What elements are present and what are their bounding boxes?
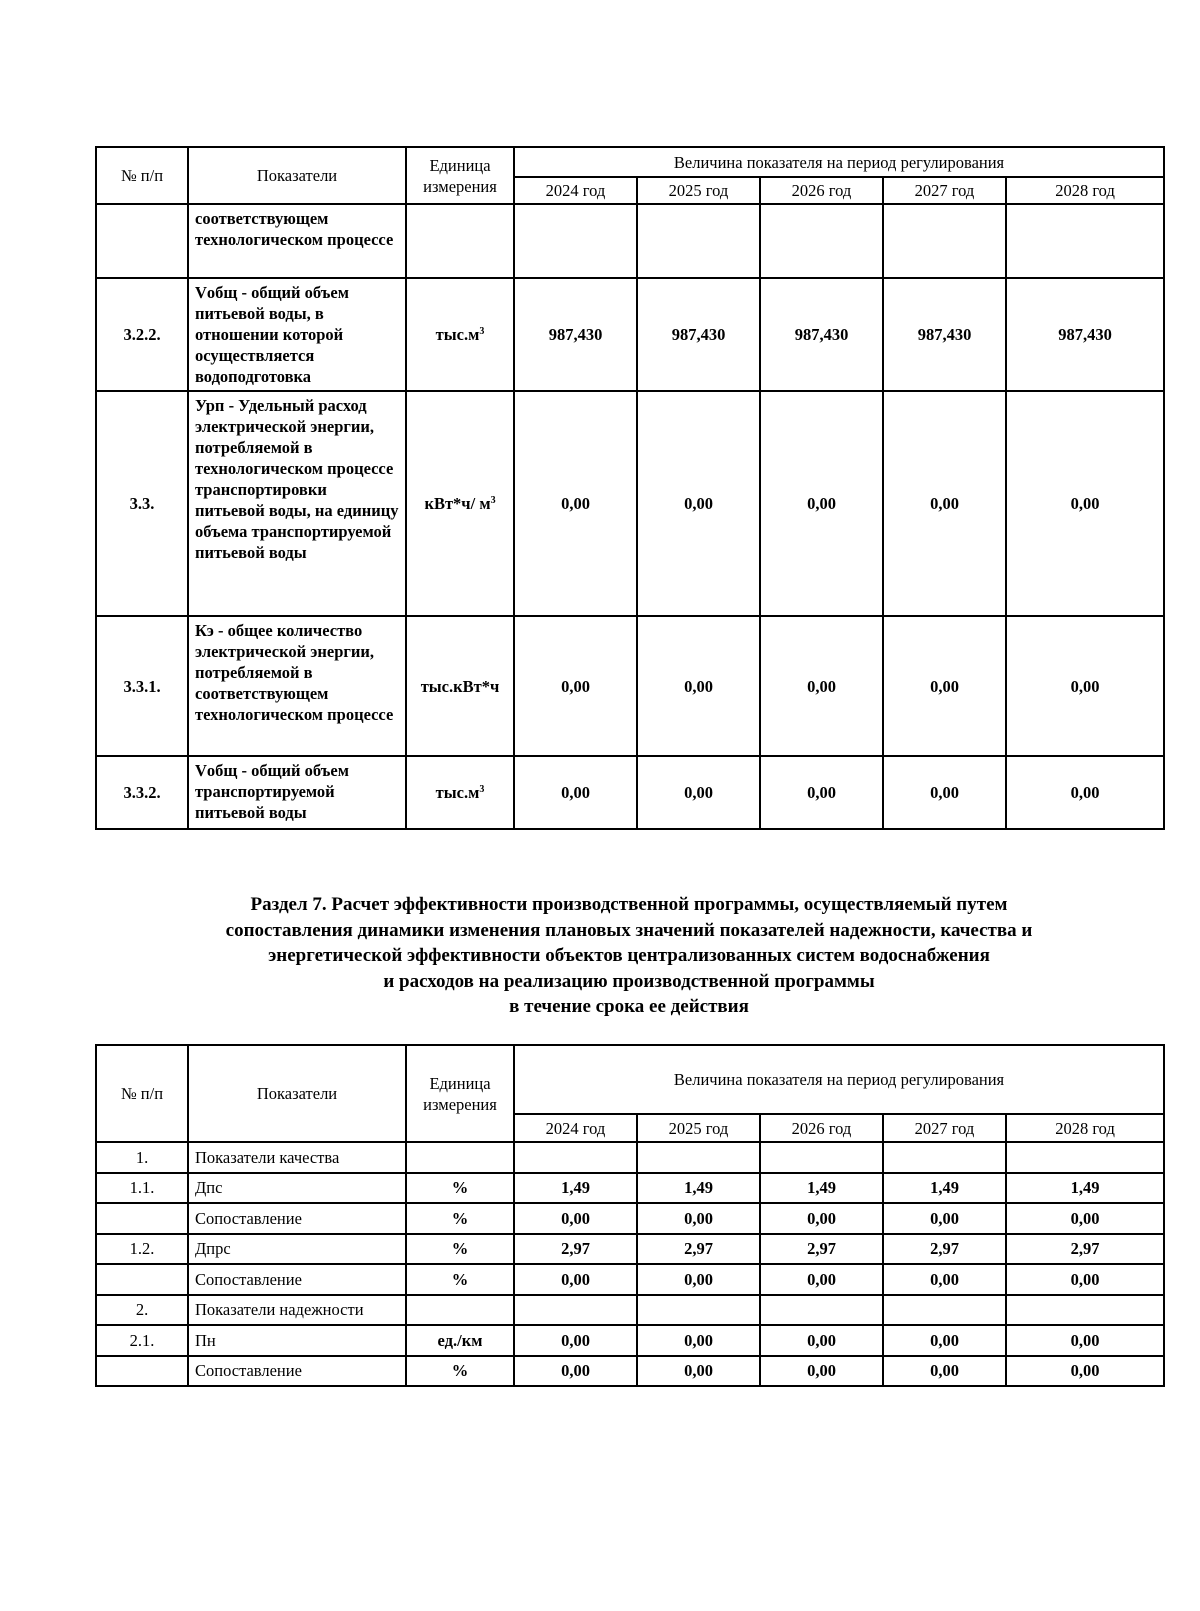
value-2026: 0,00 [760, 391, 883, 616]
value-2027: 0,00 [883, 1264, 1006, 1295]
value-2027 [883, 1295, 1006, 1326]
heading-line: энергетической эффективности объектов централизованных систем водоснабжения [268, 945, 990, 966]
value-2024: 2,97 [514, 1234, 637, 1265]
value-2024: 0,00 [514, 616, 637, 756]
value-2027 [883, 1142, 1006, 1173]
row-num [96, 204, 188, 278]
table-row [96, 616, 1164, 756]
header-year-2025: 2025 год [637, 1114, 760, 1142]
indicators-table-continued [95, 146, 1165, 830]
section-7-heading [95, 892, 1163, 1020]
table-row [96, 1142, 1164, 1173]
row-indicator: Сопоставление [188, 1356, 406, 1387]
value-2024: 987,430 [514, 278, 637, 391]
value-2028: 0,00 [1006, 616, 1164, 756]
header-indicator: Показатели [188, 1045, 406, 1142]
table-row [96, 1173, 1164, 1204]
value-2027: 0,00 [883, 756, 1006, 829]
row-unit: $тыс.м^3$ [406, 756, 514, 829]
value-2025: 987,430 [637, 278, 760, 391]
row-unit: % [406, 1203, 514, 1234]
header-year-2024: 2024 год [514, 177, 637, 204]
row-indicator: Урп - Удельный расход электрической энергии, потребляемой в технологическом процессе транспортировки питьевой воды, на единицу объема транспортируемой питьевой воды [188, 391, 406, 616]
header-indicator: Показатели [188, 147, 406, 204]
value-2027: 987,430 [883, 278, 1006, 391]
value-2025: 0,00 [637, 1325, 760, 1356]
value-2025: 0,00 [637, 391, 760, 616]
value-2024 [514, 1295, 637, 1326]
table-row [96, 278, 1164, 391]
value-2026: 0,00 [760, 1325, 883, 1356]
value-2025: 0,00 [637, 1264, 760, 1295]
value-2027: 1,49 [883, 1173, 1006, 1204]
table-row [96, 1203, 1164, 1234]
value-2025: 2,97 [637, 1234, 760, 1265]
heading-line: Раздел 7. Расчет эффективности производственной программы, осуществляемый путем [250, 894, 1008, 915]
value-2026: 0,00 [760, 1264, 883, 1295]
value-2027: 0,00 [883, 391, 1006, 616]
row-unit: кВт*ч/ $м^3$ [406, 391, 514, 616]
value-2025 [637, 1295, 760, 1326]
header-unit: Единица измерения [406, 147, 514, 204]
table-row [96, 1356, 1164, 1387]
value-2025: 0,00 [637, 616, 760, 756]
value-2024: 0,00 [514, 1356, 637, 1387]
value-2026: 1,49 [760, 1173, 883, 1204]
table-row [96, 756, 1164, 829]
value-2028: 0,00 [1006, 1264, 1164, 1295]
heading-line: сопоставления динамики изменения плановых значений показателей надежности, качества и [225, 919, 1033, 941]
value-2028 [1006, 204, 1164, 278]
row-unit: тыс.кВт*ч [406, 616, 514, 756]
row-unit: $тыс.м^3$ [406, 278, 514, 391]
heading-line: в течение срока ее действия [509, 996, 749, 1017]
value-2025: 0,00 [637, 1203, 760, 1234]
row-unit: % [406, 1356, 514, 1387]
header-unit: Единица измерения [406, 1045, 514, 1142]
value-2025: 0,00 [637, 1356, 760, 1387]
value-2028: 2,97 [1006, 1234, 1164, 1265]
row-unit: ед./км [406, 1325, 514, 1356]
value-2028: 987,430 [1006, 278, 1164, 391]
row-indicator: Дпс [188, 1173, 406, 1204]
row-num: 3.2.2. [96, 278, 188, 391]
value-2026: 0,00 [760, 616, 883, 756]
header-year-2028: 2028 год [1006, 177, 1164, 204]
value-2028: 0,00 [1006, 756, 1164, 829]
row-num: 1. [96, 1142, 188, 1173]
row-num: 3.3.2. [96, 756, 188, 829]
header-year-2027: 2027 год [883, 1114, 1006, 1142]
table-row [96, 1264, 1164, 1295]
row-indicator: Дпрс [188, 1234, 406, 1265]
row-num: 2. [96, 1295, 188, 1326]
row-indicator: Пн [188, 1325, 406, 1356]
value-2028: 0,00 [1006, 391, 1164, 616]
heading-line: и расходов на реализацию производственной программы [383, 970, 875, 992]
header-year-2026: 2026 год [760, 177, 883, 204]
row-num [96, 1264, 188, 1295]
row-num: 1.1. [96, 1173, 188, 1204]
header-year-2027: 2027 год [883, 177, 1006, 204]
value-2027: 2,97 [883, 1234, 1006, 1265]
row-indicator: Сопоставление [188, 1264, 406, 1295]
row-indicator: Vобщ - общий объем питьевой воды, в отношении которой осуществляется водоподготовка [188, 278, 406, 391]
value-2026: 2,97 [760, 1234, 883, 1265]
value-2028: 0,00 [1006, 1356, 1164, 1387]
row-indicator: Кэ - общее количество электрической энергии, потребляемой в соответствующем технологическом процессе [188, 616, 406, 756]
row-num: 3.3.1. [96, 616, 188, 756]
row-indicator: Показатели качества [188, 1142, 406, 1173]
value-2026: 0,00 [760, 1356, 883, 1387]
value-2024: 1,49 [514, 1173, 637, 1204]
value-2024: 0,00 [514, 1325, 637, 1356]
value-2026: 987,430 [760, 278, 883, 391]
value-2027: 0,00 [883, 1356, 1006, 1387]
value-2025 [637, 204, 760, 278]
efficiency-comparison-table [95, 1044, 1165, 1387]
value-2026 [760, 204, 883, 278]
value-2026 [760, 1142, 883, 1173]
value-2024: 0,00 [514, 756, 637, 829]
row-num: 3.3. [96, 391, 188, 616]
row-num: 2.1. [96, 1325, 188, 1356]
row-unit: % [406, 1173, 514, 1204]
header-year-2025: 2025 год [637, 177, 760, 204]
row-unit: % [406, 1264, 514, 1295]
value-2024: 0,00 [514, 1264, 637, 1295]
value-2025 [637, 1142, 760, 1173]
value-2025: 1,49 [637, 1173, 760, 1204]
value-2028 [1006, 1295, 1164, 1326]
header-period: Величина показателя на период регулирования [514, 147, 1164, 177]
value-2024 [514, 204, 637, 278]
header-period: Величина показателя на период регулирования [514, 1045, 1164, 1114]
row-unit [406, 1295, 514, 1326]
value-2024 [514, 1142, 637, 1173]
row-unit [406, 204, 514, 278]
table-row [96, 1234, 1164, 1265]
row-indicator: Vобщ - общий объем транспортируемой питьевой воды [188, 756, 406, 829]
table-row [96, 204, 1164, 278]
value-2026: 0,00 [760, 1203, 883, 1234]
value-2025: 0,00 [637, 756, 760, 829]
row-indicator: Показатели надежности [188, 1295, 406, 1326]
header-year-2028: 2028 год [1006, 1114, 1164, 1142]
value-2026 [760, 1295, 883, 1326]
value-2024: 0,00 [514, 1203, 637, 1234]
table-row [96, 1325, 1164, 1356]
value-2028 [1006, 1142, 1164, 1173]
row-num [96, 1356, 188, 1387]
row-num: 1.2. [96, 1234, 188, 1265]
value-2027: 0,00 [883, 616, 1006, 756]
row-unit: % [406, 1234, 514, 1265]
header-year-2024: 2024 год [514, 1114, 637, 1142]
value-2028: 0,00 [1006, 1203, 1164, 1234]
value-2028: 1,49 [1006, 1173, 1164, 1204]
header-num: № п/п [96, 147, 188, 204]
value-2027: 0,00 [883, 1203, 1006, 1234]
value-2027: 0,00 [883, 1325, 1006, 1356]
value-2028: 0,00 [1006, 1325, 1164, 1356]
table-row [96, 391, 1164, 616]
row-indicator: соответствующем технологическом процессе [188, 204, 406, 278]
value-2027 [883, 204, 1006, 278]
header-num: № п/п [96, 1045, 188, 1142]
row-num [96, 1203, 188, 1234]
value-2024: 0,00 [514, 391, 637, 616]
value-2026: 0,00 [760, 756, 883, 829]
row-indicator: Сопоставление [188, 1203, 406, 1234]
table-row [96, 1295, 1164, 1326]
row-unit [406, 1142, 514, 1173]
header-year-2026: 2026 год [760, 1114, 883, 1142]
